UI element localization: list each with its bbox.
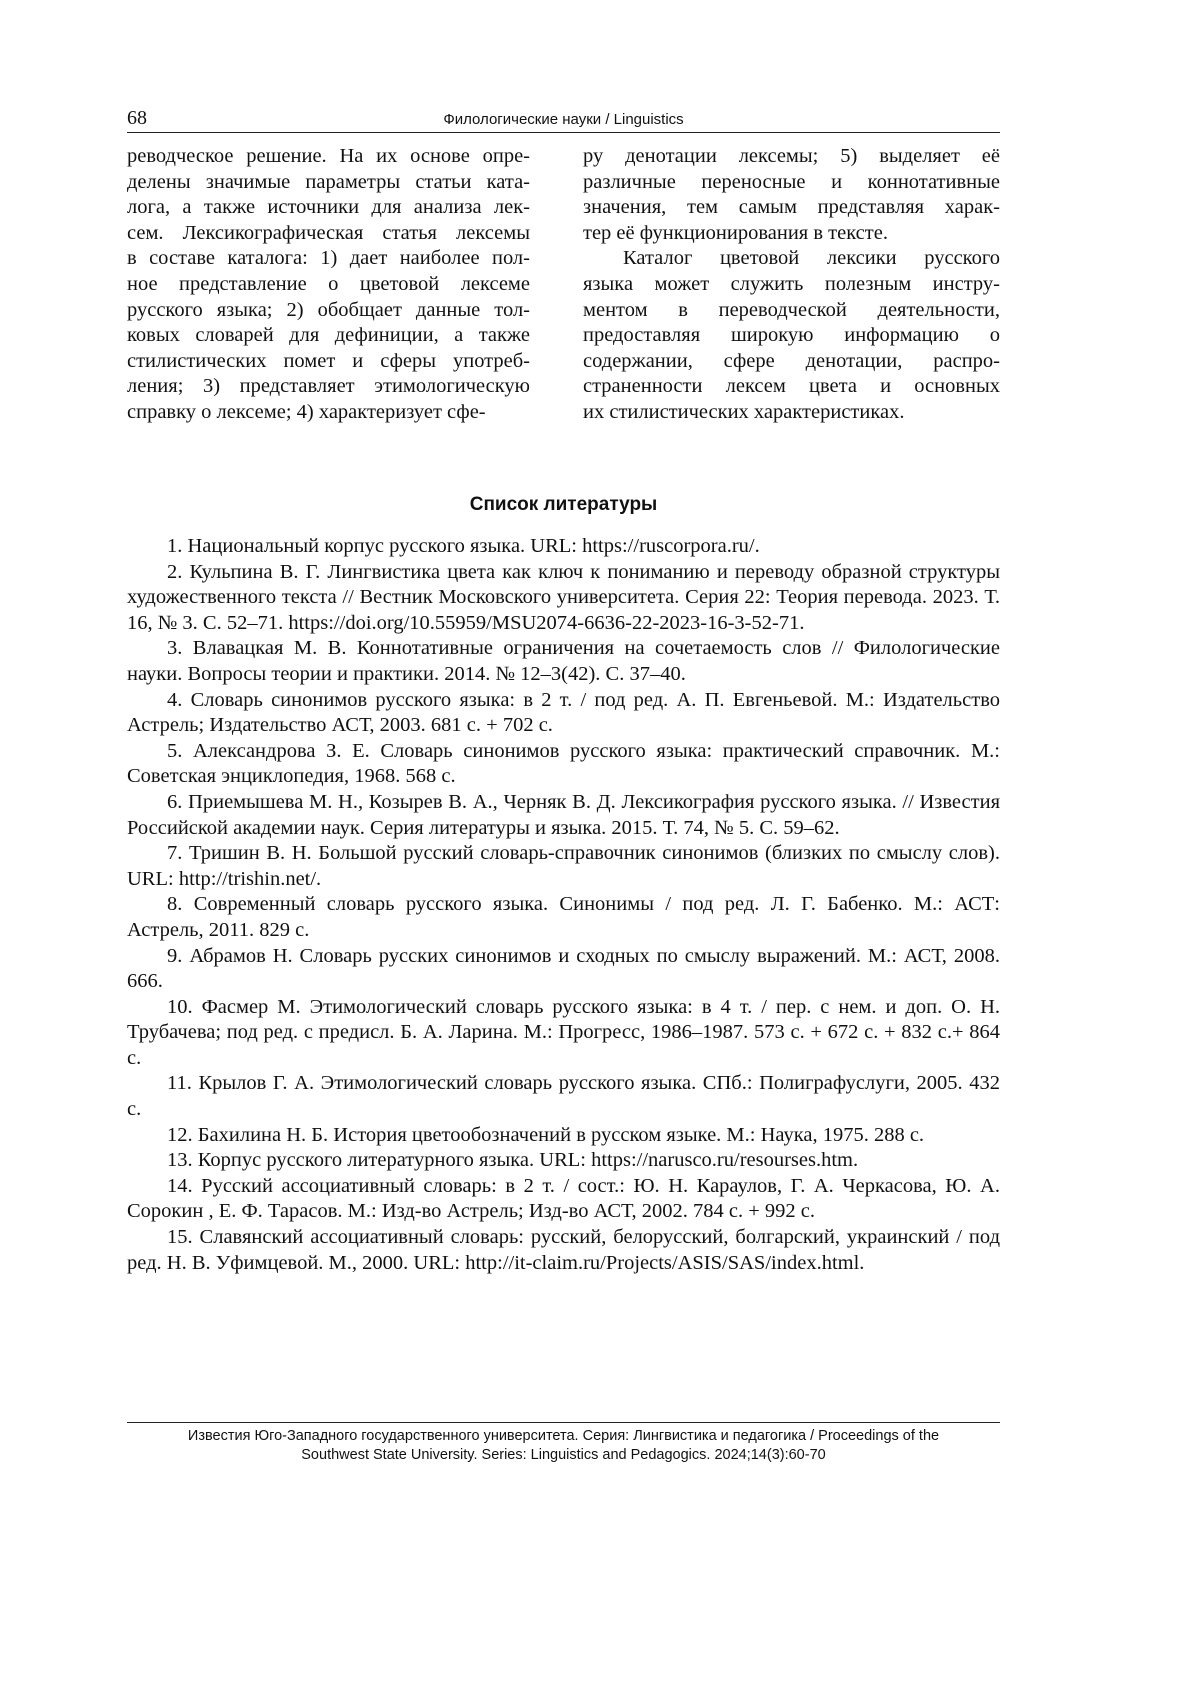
reference-item: 11. Крылов Г. А. Этимологический словарь русского языка. СПб.: Полиграфуслуги, 2005. 432 с. [127, 1071, 1000, 1122]
page-header [127, 107, 1000, 133]
text-line: в составе каталога: 1) дает наиболее пол- [127, 246, 530, 272]
reference-item: 5. Александрова З. Е. Словарь синонимов русского языка: практический справочник. М.: Советская энциклопедия, 1968. 568 с. [127, 739, 1000, 790]
text-line: содержании, сфере денотации, распро- [583, 349, 1000, 375]
right-column [583, 144, 1000, 426]
text-line: справку о лексеме; 4) характеризует сфе- [127, 400, 530, 426]
reference-item: 1. Национальный корпус русского языка. URL: https://ruscorpora.ru/. [127, 534, 1000, 560]
text-line: страненности лексем цвета и основных [583, 374, 1000, 400]
references-title: Список литературы [127, 494, 1000, 516]
text-line: реводческое решение. На их основе опре- [127, 144, 530, 170]
running-title: Филологические науки / Linguistics [127, 111, 1000, 128]
references-list [127, 534, 1000, 1276]
text-line: ковых словарей для дефиниции, а также [127, 323, 530, 349]
reference-item: 3. Влавацкая М. В. Коннотативные ограничения на сочетаемость слов // Филологические науки. Вопросы теории и практики. 2014. № 12–3(42). С. 37–40. [127, 636, 1000, 687]
text-line: языка может служить полезным инстру- [583, 272, 1000, 298]
footer-line: Известия Юго-Западного государственного университета. Серия: Лингвистика и педагогика / Proceedings of the [127, 1427, 1000, 1446]
text-line: делены значимые параметры статьи ката- [127, 170, 530, 196]
reference-item: 2. Кульпина В. Г. Лингвистика цвета как ключ к пониманию и переводу образной структуры художественного текста // Вестник Московского университета. Серия 22: Теория перевода. 2023. Т. 16, № 3. С. 52–71. https://doi.org/10.55959/MSU2074-6636-22-2023-16-3-52-71. [127, 560, 1000, 637]
page-footer [127, 1422, 1000, 1465]
footer-line: Southwest State University. Series: Linguistics and Pedagogics. 2024;14(3):60-70 [127, 1446, 1000, 1465]
text-line: русского языка; 2) обобщает данные тол- [127, 298, 530, 324]
text-line: различные переносные и коннотативные [583, 170, 1000, 196]
reference-item: 14. Русский ассоциативный словарь: в 2 т. / сост.: Ю. Н. Караулов, Г. А. Черкасова, Ю. А. Сорокин , Е. Ф. Тарасов. М.: Изд-во Астрель; Изд-во АСТ, 2002. 784 с. + 992 с. [127, 1174, 1000, 1225]
left-column [127, 144, 530, 426]
text-line: их стилистических характеристиках. [583, 400, 1000, 426]
text-line: тер её функционирования в тексте. [583, 221, 1000, 247]
reference-item: 10. Фасмер М. Этимологический словарь русского языка: в 4 т. / пер. с нем. и доп. О. Н. Трубачева; под ред. с предисл. Б. А. Ларина. М.: Прогресс, 1986–1987. 573 с. + 672 с. + 832 с.+ 864 с. [127, 995, 1000, 1072]
text-line: ное представление о цветовой лексеме [127, 272, 530, 298]
page-number: 68 [127, 107, 147, 130]
text-line: ления; 3) представляет этимологическую [127, 374, 530, 400]
text-line: ру денотации лексемы; 5) выделяет её [583, 144, 1000, 170]
text-line: сем. Лексикографическая статья лексемы [127, 221, 530, 247]
reference-item: 9. Абрамов Н. Словарь русских синонимов и сходных по смыслу выражений. М.: АСТ, 2008. 666. [127, 944, 1000, 995]
text-line: Каталог цветовой лексики русского [583, 246, 1000, 272]
reference-item: 13. Корпус русского литературного языка. URL: https://narusco.ru/resourses.htm. [127, 1148, 1000, 1174]
text-line: ментом в переводческой деятельности, [583, 298, 1000, 324]
reference-item: 7. Тришин В. Н. Большой русский словарь-справочник синонимов (близких по смыслу слов). URL: http://trishin.net/. [127, 841, 1000, 892]
reference-item: 6. Приемышева М. Н., Козырев В. А., Черняк В. Д. Лексикография русского языка. // Известия Российской академии наук. Серия литературы и языка. 2015. Т. 74, № 5. С. 59–62. [127, 790, 1000, 841]
text-line: лога, а также источники для анализа лек- [127, 195, 530, 221]
text-line: значения, тем самым представляя харак- [583, 195, 1000, 221]
reference-item: 12. Бахилина Н. Б. История цветообозначений в русском языке. М.: Наука, 1975. 288 с. [127, 1123, 1000, 1149]
text-line: предоставляя широкую информацию о [583, 323, 1000, 349]
reference-item: 15. Славянский ассоциативный словарь: русский, белорусский, болгарский, украинский / под ред. Н. В. Уфимцевой. М., 2000. URL: http://it-claim.ru/Projects/ASIS/SAS/index.html. [127, 1225, 1000, 1276]
text-line: стилистических помет и сферы употреб- [127, 349, 530, 375]
reference-item: 4. Словарь синонимов русского языка: в 2 т. / под ред. А. П. Евгеньевой. М.: Издательство Астрель; Издательство АСТ, 2003. 681 с. + 702 с. [127, 688, 1000, 739]
reference-item: 8. Современный словарь русского языка. Синонимы / под ред. Л. Г. Бабенко. М.: АСТ: Астрель, 2011. 829 с. [127, 892, 1000, 943]
